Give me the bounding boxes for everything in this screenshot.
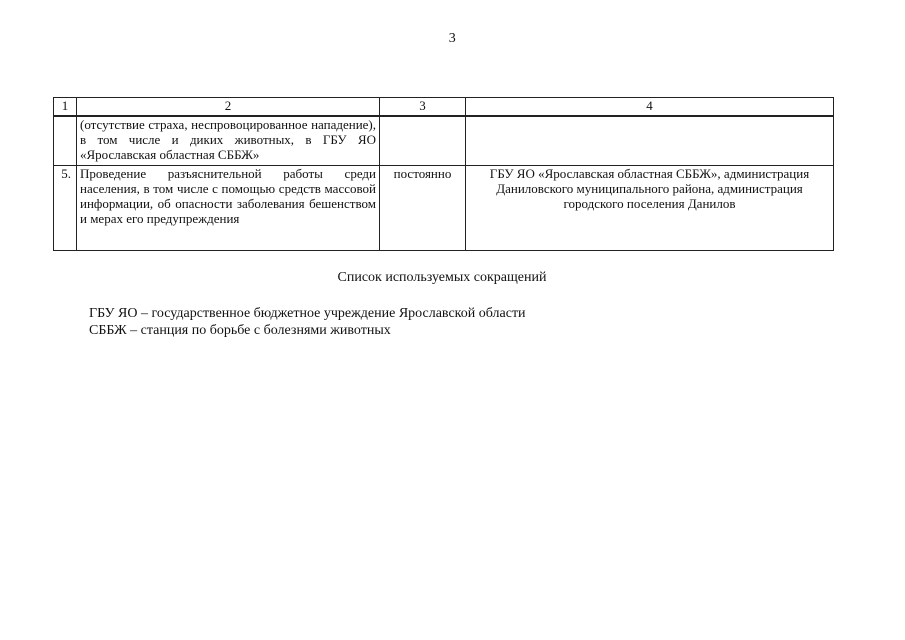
measure-responsible: ГБУ ЯО «Ярославская областная СББЖ», администрация Даниловского муниципального района, администрация городского поселения Данилов	[466, 166, 834, 251]
row-number	[54, 116, 77, 166]
table-row	[54, 116, 834, 166]
measure-term	[380, 116, 466, 166]
abbreviations-list	[89, 305, 526, 339]
column-header: 2	[77, 98, 380, 117]
measures-table	[53, 97, 834, 251]
column-header: 1	[54, 98, 77, 117]
measure-responsible	[466, 116, 834, 166]
abbreviation-item: ГБУ ЯО – государственное бюджетное учреждение Ярославской области	[89, 306, 526, 321]
abbreviation-item: СББЖ – станция по борьбе с болезнями животных	[89, 323, 391, 338]
page-number: 3	[448, 31, 457, 46]
measure-text: (отсутствие страха, неспровоцированное нападение), в том числе и диких животных, в ГБУ ЯО «Ярославская областная СББЖ»	[77, 116, 380, 166]
measure-text: Проведение разъяснительной работы среди населения, в том числе с помощью средств массовой информации, об опасности заболевания бешенством и мерах его предупреждения	[77, 166, 380, 251]
table-row	[54, 166, 834, 251]
table-header-row	[54, 98, 834, 117]
column-header: 4	[466, 98, 834, 117]
column-header: 3	[380, 98, 466, 117]
abbreviations-title: Список используемых сокращений	[337, 270, 547, 285]
measure-term: постоянно	[380, 166, 466, 251]
row-number: 5.	[54, 166, 77, 251]
